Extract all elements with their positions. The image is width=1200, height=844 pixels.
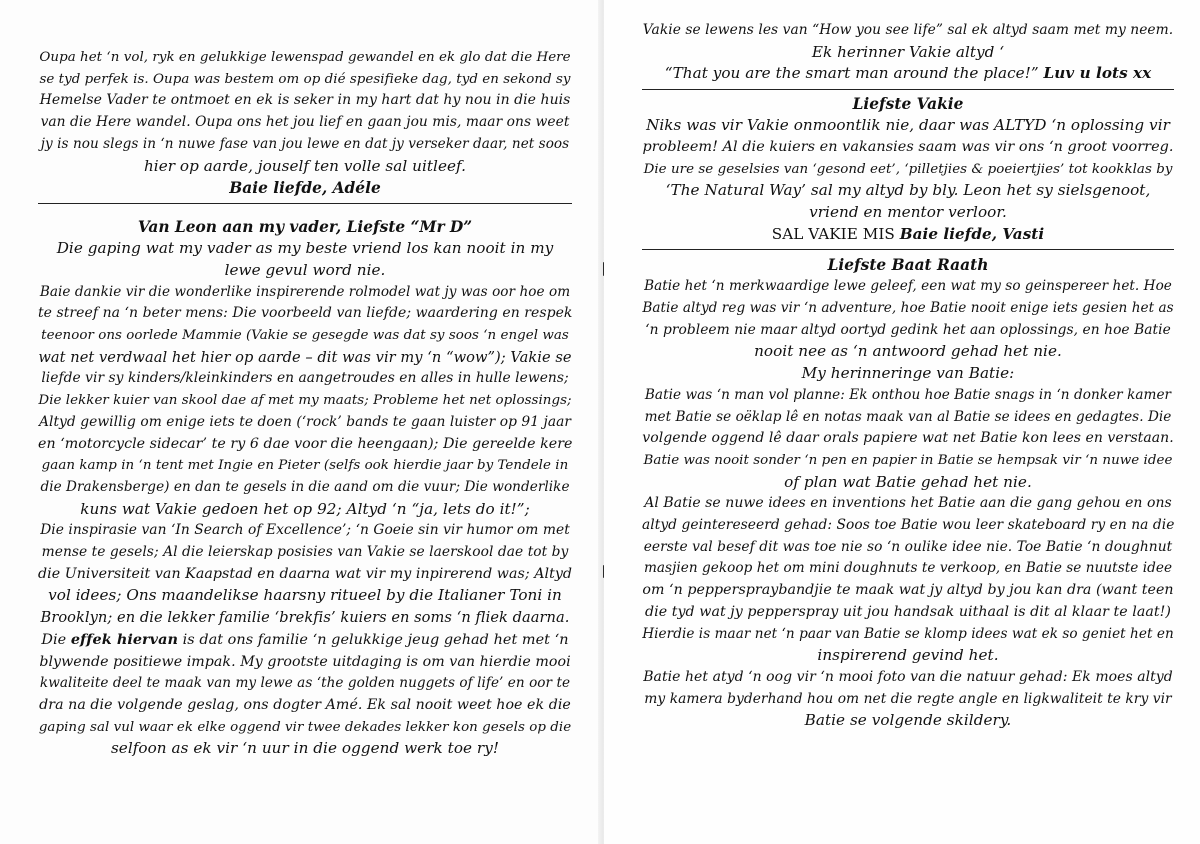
- effect-rest: is dat ons familie ‘n gelukkige jeug gehad het met ‘n: [177, 631, 569, 648]
- text-line: liefde vir sy kinders/kleinkinders en aangetroudes en alles in hulle lewens;: [41, 370, 569, 387]
- text-line: met Batie se oëklap lê en notas maak van al Batie se idees en gedagtes. Die: [644, 408, 1172, 425]
- text-line: blywende positiewe impak. My grootste uitdaging is om van hierdie mooi: [39, 653, 571, 670]
- text-line: Niks was vir Vakie onmoontlik nie, daar was ALTYD ‘n oplossing vir: [646, 116, 1170, 135]
- text-line: Die ure se geselsies van ‘gesond eet’, ‘pilletjies & poeiertjies’ tot kookklas by: [643, 161, 1173, 177]
- text-line: gaping sal vul waar ek elke oggend vir twee dekades lekker kon gesels op die: [38, 719, 572, 735]
- text-line-quote: [642, 63, 1174, 85]
- text-line: Altyd gewillig om enige iets te doen (‘rock’ bands te gaan luister op 91 jaar: [38, 413, 572, 430]
- section-divider: [38, 203, 572, 204]
- text-line: Batie het atyd ‘n oog vir ‘n mooi foto van die natuur gehad: Ek moes altyd: [643, 668, 1173, 685]
- text-line: se tyd perfek is. Oupa was bestem om op dié spesifieke dag, tyd en sekond sy: [39, 71, 571, 87]
- text-line: eerste val besef dit was toe nie so ‘n oulike idee nie. Toe Batie ‘n doughnut: [643, 538, 1173, 555]
- text-line: kuns wat Vakie gedoen het op 92; Altyd ‘n “ja, lets do it!”;: [80, 499, 530, 518]
- text-line: en ‘motorcycle sidecar’ te ry 6 dae voor die heengaan); Die gereelde kere: [38, 435, 573, 452]
- text-line: Die inspirasie van ‘In Search of Excellence’; ‘n Goeie sin vir humor om met: [40, 522, 570, 539]
- text-line: die Drakensberge) en dan te gesels in die aand om die vuur; Die wonderlike: [40, 478, 570, 495]
- left-column: [38, 47, 572, 760]
- text-line: Oupa het ‘n vol, ryk en gelukkige lewenspad gewandel en ek glo dat die Here: [39, 50, 571, 65]
- section-divider: [642, 249, 1174, 250]
- section-title-leon: Van Leon aan my vader, Liefste “Mr D”: [137, 218, 473, 237]
- text-line: vriend en mentor verloor.: [809, 202, 1007, 221]
- text-line: Hierdie is maar net ‘n paar van Batie se klomp idees wat ek so geniet het en: [642, 625, 1174, 642]
- section-title-baat: Liefste Baat Raath: [827, 256, 989, 275]
- text-line: Vakie se lewens les van “How you see life” sal ek altyd saam met my neem.: [642, 22, 1174, 38]
- text-line-effect: [38, 629, 572, 652]
- text-line: Brooklyn; en die lekker familie ‘brekfis’ kuiers en soms ‘n fliek daarna.: [40, 609, 570, 627]
- text-line: die tyd wat jy pepperspray uit jou handsak uithaal is dit al klaar te laat!): [645, 603, 1171, 620]
- signature-adele: Baie liefde, Adéle: [229, 179, 381, 198]
- text-line: altyd geintereseerd gehad: Soos toe Batie wou leer skateboard ry en na die: [642, 517, 1175, 534]
- text-line: volgende oggend lê daar orals papiere wat net Batie kon lees en verstaan.: [642, 430, 1174, 447]
- text-line: kwaliteite deel te maak van my lewe as ‘the golden nuggets of life’ en oor te: [39, 675, 571, 692]
- effect-emphasis: effek hiervan: [70, 630, 178, 648]
- quote-text: “That you are the smart man around the place!”: [664, 64, 1044, 83]
- text-line: Die gaping wat my vader as my beste vriend los kan nooit in my: [56, 239, 554, 258]
- tribute-vasti: [642, 93, 1174, 245]
- text-line: jy is nou slegs in ‘n nuwe fase van jou lewe en dat jy verseker daar, net soos: [40, 135, 570, 152]
- text-line: hier op aarde, jouself ten volle sal uitleef.: [143, 156, 467, 175]
- tribute-top-continued: [642, 20, 1174, 85]
- text-line-closing: [642, 224, 1174, 246]
- tribute-adele: [38, 47, 572, 199]
- text-line: of plan wat Batie gehad het nie.: [784, 472, 1032, 491]
- text-line: Baie dankie vir die wonderlike inspirerende rolmodel wat jy was oor hoe om: [39, 283, 571, 300]
- text-line: die Universiteit van Kaapstad en daarna wat vir my inpirerend was; Altyd: [38, 565, 573, 582]
- signature-luv: Luv u lots xx: [1043, 64, 1152, 83]
- text-line: Die lekker kuier van skool dae af met my maats; Probleme het net oplossings;: [38, 393, 572, 409]
- text-line: My herinneringe van Batie:: [801, 364, 1015, 383]
- text-line: om ‘n pepperspraybandjie te maak wat jy altyd by jou kan dra (want teen: [642, 582, 1174, 599]
- text-line: wat net verdwaal het hier op aarde – dit was vir my ‘n “wow”); Vakie se: [38, 348, 572, 366]
- right-page: [604, 0, 1200, 844]
- effect-prefix: Die: [41, 631, 71, 648]
- text-line: Ek herinner Vakie altyd ‘: [811, 42, 1005, 61]
- text-line: gaan kamp in ‘n tent met Ingie en Pieter (selfs ook hierdie jaar by Tendele in: [41, 458, 569, 474]
- text-line: lewe gevul word nie.: [224, 260, 386, 279]
- text-line: Batie altyd reg was vir ‘n adventure, hoe Batie nooit enige iets gesien het as: [642, 300, 1174, 317]
- text-line: nooit nee as ‘n antwoord gehad het nie.: [754, 342, 1062, 361]
- text-line: Batie het ‘n merkwaardige lewe geleef, een wat my so geinspereer het. Hoe: [644, 278, 1172, 295]
- right-column: [642, 20, 1174, 732]
- tribute-baat: [642, 254, 1174, 732]
- text-line: ‘n probleem nie maar altyd oortyd gedink het aan oplossings, en hoe Batie: [645, 321, 1171, 338]
- text-line: my kamera byderhand hou om net die regte angle en ligkwaliteit te kry vir: [644, 690, 1172, 707]
- text-line: selfoon as ek vir ‘n uur in die oggend werk toe ry!: [110, 739, 500, 758]
- section-divider: [642, 89, 1174, 90]
- signature-vasti: Baie liefde, Vasti: [899, 224, 1045, 243]
- text-line: probleem! Al die kuiers en vakansies saam was vir ons ‘n groot voorreg.: [642, 138, 1174, 155]
- text-line: vol idees; Ons maandelikse haarsny ritueel by die Italianer Toni in: [48, 586, 562, 605]
- text-line: te streef na ‘n beter mens: Die voorbeeld van liefde; waardering en respek: [38, 305, 573, 322]
- text-line: masjien gekoop het om mini doughnuts te verkoop, en Batie se nuutste idee: [643, 560, 1173, 577]
- text-line: dra na die volgende geslag, ons dogter Amé. Ek sal nooit weet hoe ek die: [39, 696, 571, 713]
- text-line: van die Here wandel. Oupa ons het jou lief en gaan jou mis, maar ons weet: [40, 114, 570, 131]
- text-line: ‘The Natural Way’ sal my altyd by bly. Leon het sy sielsgenoot,: [665, 181, 1151, 200]
- text-line: Batie was ‘n man vol planne: Ek onthou hoe Batie snags in ‘n donker kamer: [644, 386, 1172, 403]
- text-line: inspirerend gevind het.: [817, 646, 999, 665]
- text-line: Hemelse Vader te ontmoet en ek is seker in my hart dat hy nou in die huis: [39, 92, 571, 109]
- text-line: Al Batie se nuwe idees en inventions het Batie aan die gang gehou en ons: [644, 495, 1172, 512]
- text-line: Batie se volgende skildery.: [804, 711, 1012, 730]
- section-title-vakie: Liefste Vakie: [852, 95, 964, 114]
- text-line: mense te gesels; Al die leierskap posisies van Vakie se laerskool dae tot by: [41, 544, 569, 561]
- closing-text: SAL VAKIE MIS: [771, 224, 900, 243]
- text-line: teenoor ons oorlede Mammie (Vakie se gesegde was dat sy soos ‘n engel was: [41, 328, 569, 344]
- tribute-leon: [38, 216, 572, 760]
- text-line: Batie was nooit sonder ‘n pen en papier in Batie se hempsak vir ‘n nuwe idee: [643, 452, 1173, 468]
